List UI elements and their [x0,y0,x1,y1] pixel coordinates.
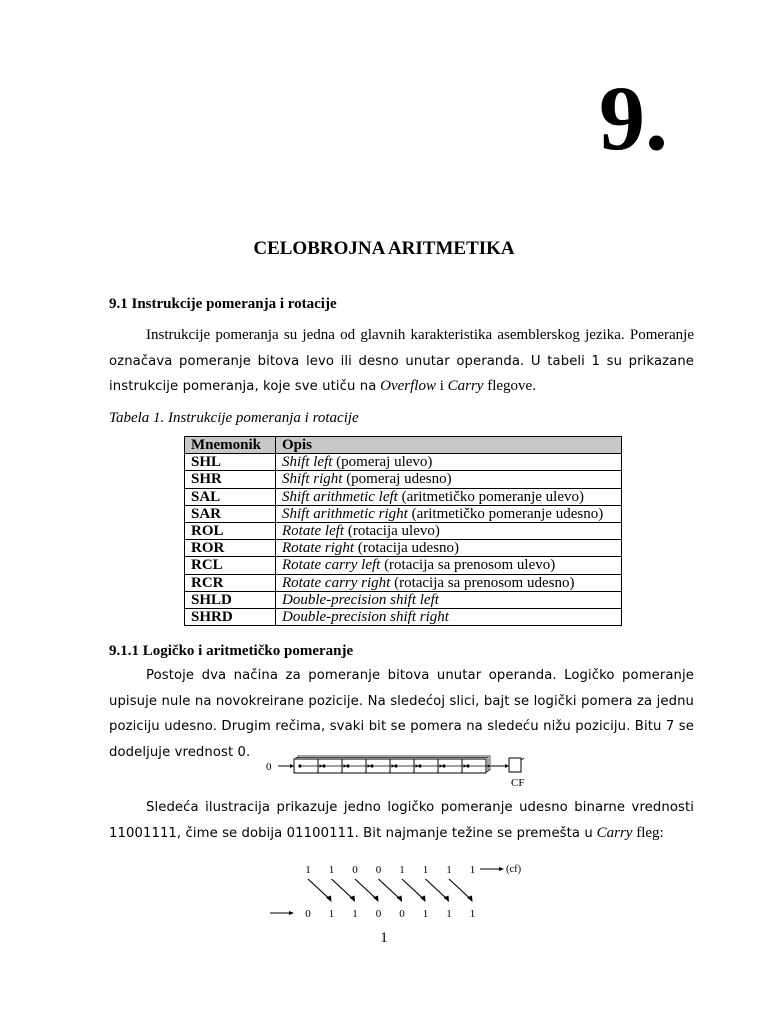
mnemonic-cell: SAL [185,488,276,505]
table-row [185,540,622,557]
mnemonic-cell: RCR [185,574,276,591]
shift-right-diagram [262,748,542,794]
bit-after: 1 [422,908,429,920]
mnemonic-cell: ROR [185,540,276,557]
description-serbian: (pomeraj ulevo) [332,454,433,471]
bit-before: 1 [446,864,452,876]
page-number: 1 [380,930,388,946]
bit-before: 1 [399,864,405,876]
table-row [185,488,622,505]
description-serbian: (pomeraj udesno) [342,471,452,488]
bit-after: 1 [328,908,335,920]
description-cell [276,608,622,625]
table-caption: Tabela 1. Instrukcije pomeranja i rotacije [109,410,359,426]
diagonal-arrow [379,879,401,899]
description-serbian: (rotacija udesno) [354,540,460,557]
mnemonic-cell: SHR [185,471,276,488]
cf-label: (cf) [506,864,522,875]
description-english: Double-precision shift left [282,591,439,608]
shift-carry-arrowhead [505,764,509,768]
bit-after: 0 [399,908,405,920]
bit-before: 0 [375,864,382,876]
shift-input-label: 0 [266,761,272,773]
intro-overflow: Overflow [376,378,440,394]
intro-text-b: označava pomeranje bitova levo ili desno unutar operanda. U tabeli 1 su prikazane instrukcije pomeranja, koje sve utiču na [109,353,694,394]
description-cell [276,454,622,471]
bit-before: 1 [328,864,335,876]
intro-paragraph [109,323,694,400]
shift-input-arrowhead [290,764,294,768]
bit-shift-arrows [308,879,473,902]
bit-dot [466,764,469,767]
section-heading-9-1-1: 9.1.1 Logičko i aritmetičko pomeranje [109,643,354,659]
bit-dot [322,764,325,767]
instruction-table [184,436,622,626]
description-cell [276,488,622,505]
table-row [185,522,622,539]
description-english: Rotate left [282,523,345,540]
description-english: Shift arithmetic left [282,488,398,505]
table-row [185,454,622,471]
byte-register [294,756,491,773]
bit-dot [418,764,421,767]
intro-carry: Carry [443,378,488,394]
description-cell [276,557,622,574]
bit-before: 0 [352,864,358,876]
description-english: Double-precision shift right [282,608,449,625]
description-english: Shift left [282,454,333,471]
table-row [185,608,622,625]
mnemonic-cell: RCL [185,557,276,574]
bit-dot [370,764,373,767]
bit-dot [394,764,397,767]
diagonal-arrow [308,879,330,899]
description-english: Shift arithmetic right [282,505,408,522]
zero-in-arrowhead [289,911,294,915]
bit-after: 1 [469,908,476,920]
bit-after: 0 [305,908,311,920]
example-carry: Carry [592,824,637,841]
description-english: Shift right [282,471,343,488]
description-english: Rotate carry right [282,574,391,591]
intro-text-d: i [439,378,444,394]
header-mnemonic: Mnemonik [185,437,276,454]
description-english: Rotate carry left [282,557,381,574]
mnemonic-cell: SHRD [185,608,276,625]
carry-flag-label: CF [511,777,525,789]
description-cell [276,522,622,539]
bit-dot [298,764,301,767]
chapter-title: CELOBROJNA ARITMETIKA [253,238,515,259]
table-row [185,557,622,574]
table-row [185,471,622,488]
bit-after: 0 [375,908,382,920]
bit-dot [442,764,445,767]
logical-shift-text: Postoje dva načina za pomeranje bitova unutar operanda. Logičko pomeranje upisuje nule na novokreirane pozicije. Na sledećoj slici, bajt se logički pomera za jednu poziciju udesno. Drugim rečima, svaki bit se pomera na sledeću nižu poziciju. Bitu 7 se dodeljuje vrednost 0. [109,668,694,760]
description-cell [276,540,622,557]
bit-shift-example-diagram [262,856,542,926]
intro-text-f: flegove. [487,378,536,394]
example-text-a: Sledeća ilustracija prikazuje jedno logičko pomeranje udesno binarne vrednosti 11001111, čime se dobija 01100111. Bit najmanje težine se premešta u [109,800,694,841]
header-description: Opis [276,437,622,454]
description-serbian: (aritmetičko pomeranje udesno) [407,505,604,522]
table-header-row [185,437,622,454]
bit-dot [346,764,349,767]
diagonal-arrow [426,879,448,899]
mnemonic-cell: ROL [185,522,276,539]
mnemonic-cell: SHL [185,454,276,471]
bit-after: 1 [446,908,452,920]
mnemonic-cell: SAR [185,505,276,522]
table-row [185,574,622,591]
description-serbian: (rotacija sa prenosom udesno) [390,574,575,591]
description-cell [276,505,622,522]
carry-flag-box [509,758,521,772]
mnemonic-cell: SHLD [185,591,276,608]
description-serbian: (rotacija ulevo) [344,523,440,540]
description-english: Rotate right [282,540,355,557]
section-heading-9-1: 9.1 Instrukcije pomeranja i rotacije [109,296,337,312]
diagonal-arrow [332,879,354,899]
description-cell [276,574,622,591]
table-row [185,591,622,608]
chapter-number: 9. [599,67,668,169]
diagonal-arrow [402,879,424,899]
description-cell [276,591,622,608]
bit-before: 1 [469,864,476,876]
example-text-d: fleg: [636,824,664,841]
intro-text-a: Instrukcije pomeranja su jedna od glavnih karakteristika asemblerskog jezika. Pomeranje [146,327,694,343]
bit-before: 1 [305,864,311,876]
bits-after-row [305,908,475,920]
description-cell [276,471,622,488]
description-serbian: (aritmetičko pomeranje ulevo) [397,488,585,505]
bit-before: 1 [422,864,429,876]
cf-arrowhead [499,867,504,871]
diagonal-arrow [449,879,471,899]
diagonal-arrow [355,879,377,899]
example-paragraph [109,795,694,846]
description-serbian: (rotacija sa prenosom ulevo) [380,557,556,574]
bits-before-row [305,864,475,876]
bit-after: 1 [352,908,358,920]
table-row [185,505,622,522]
